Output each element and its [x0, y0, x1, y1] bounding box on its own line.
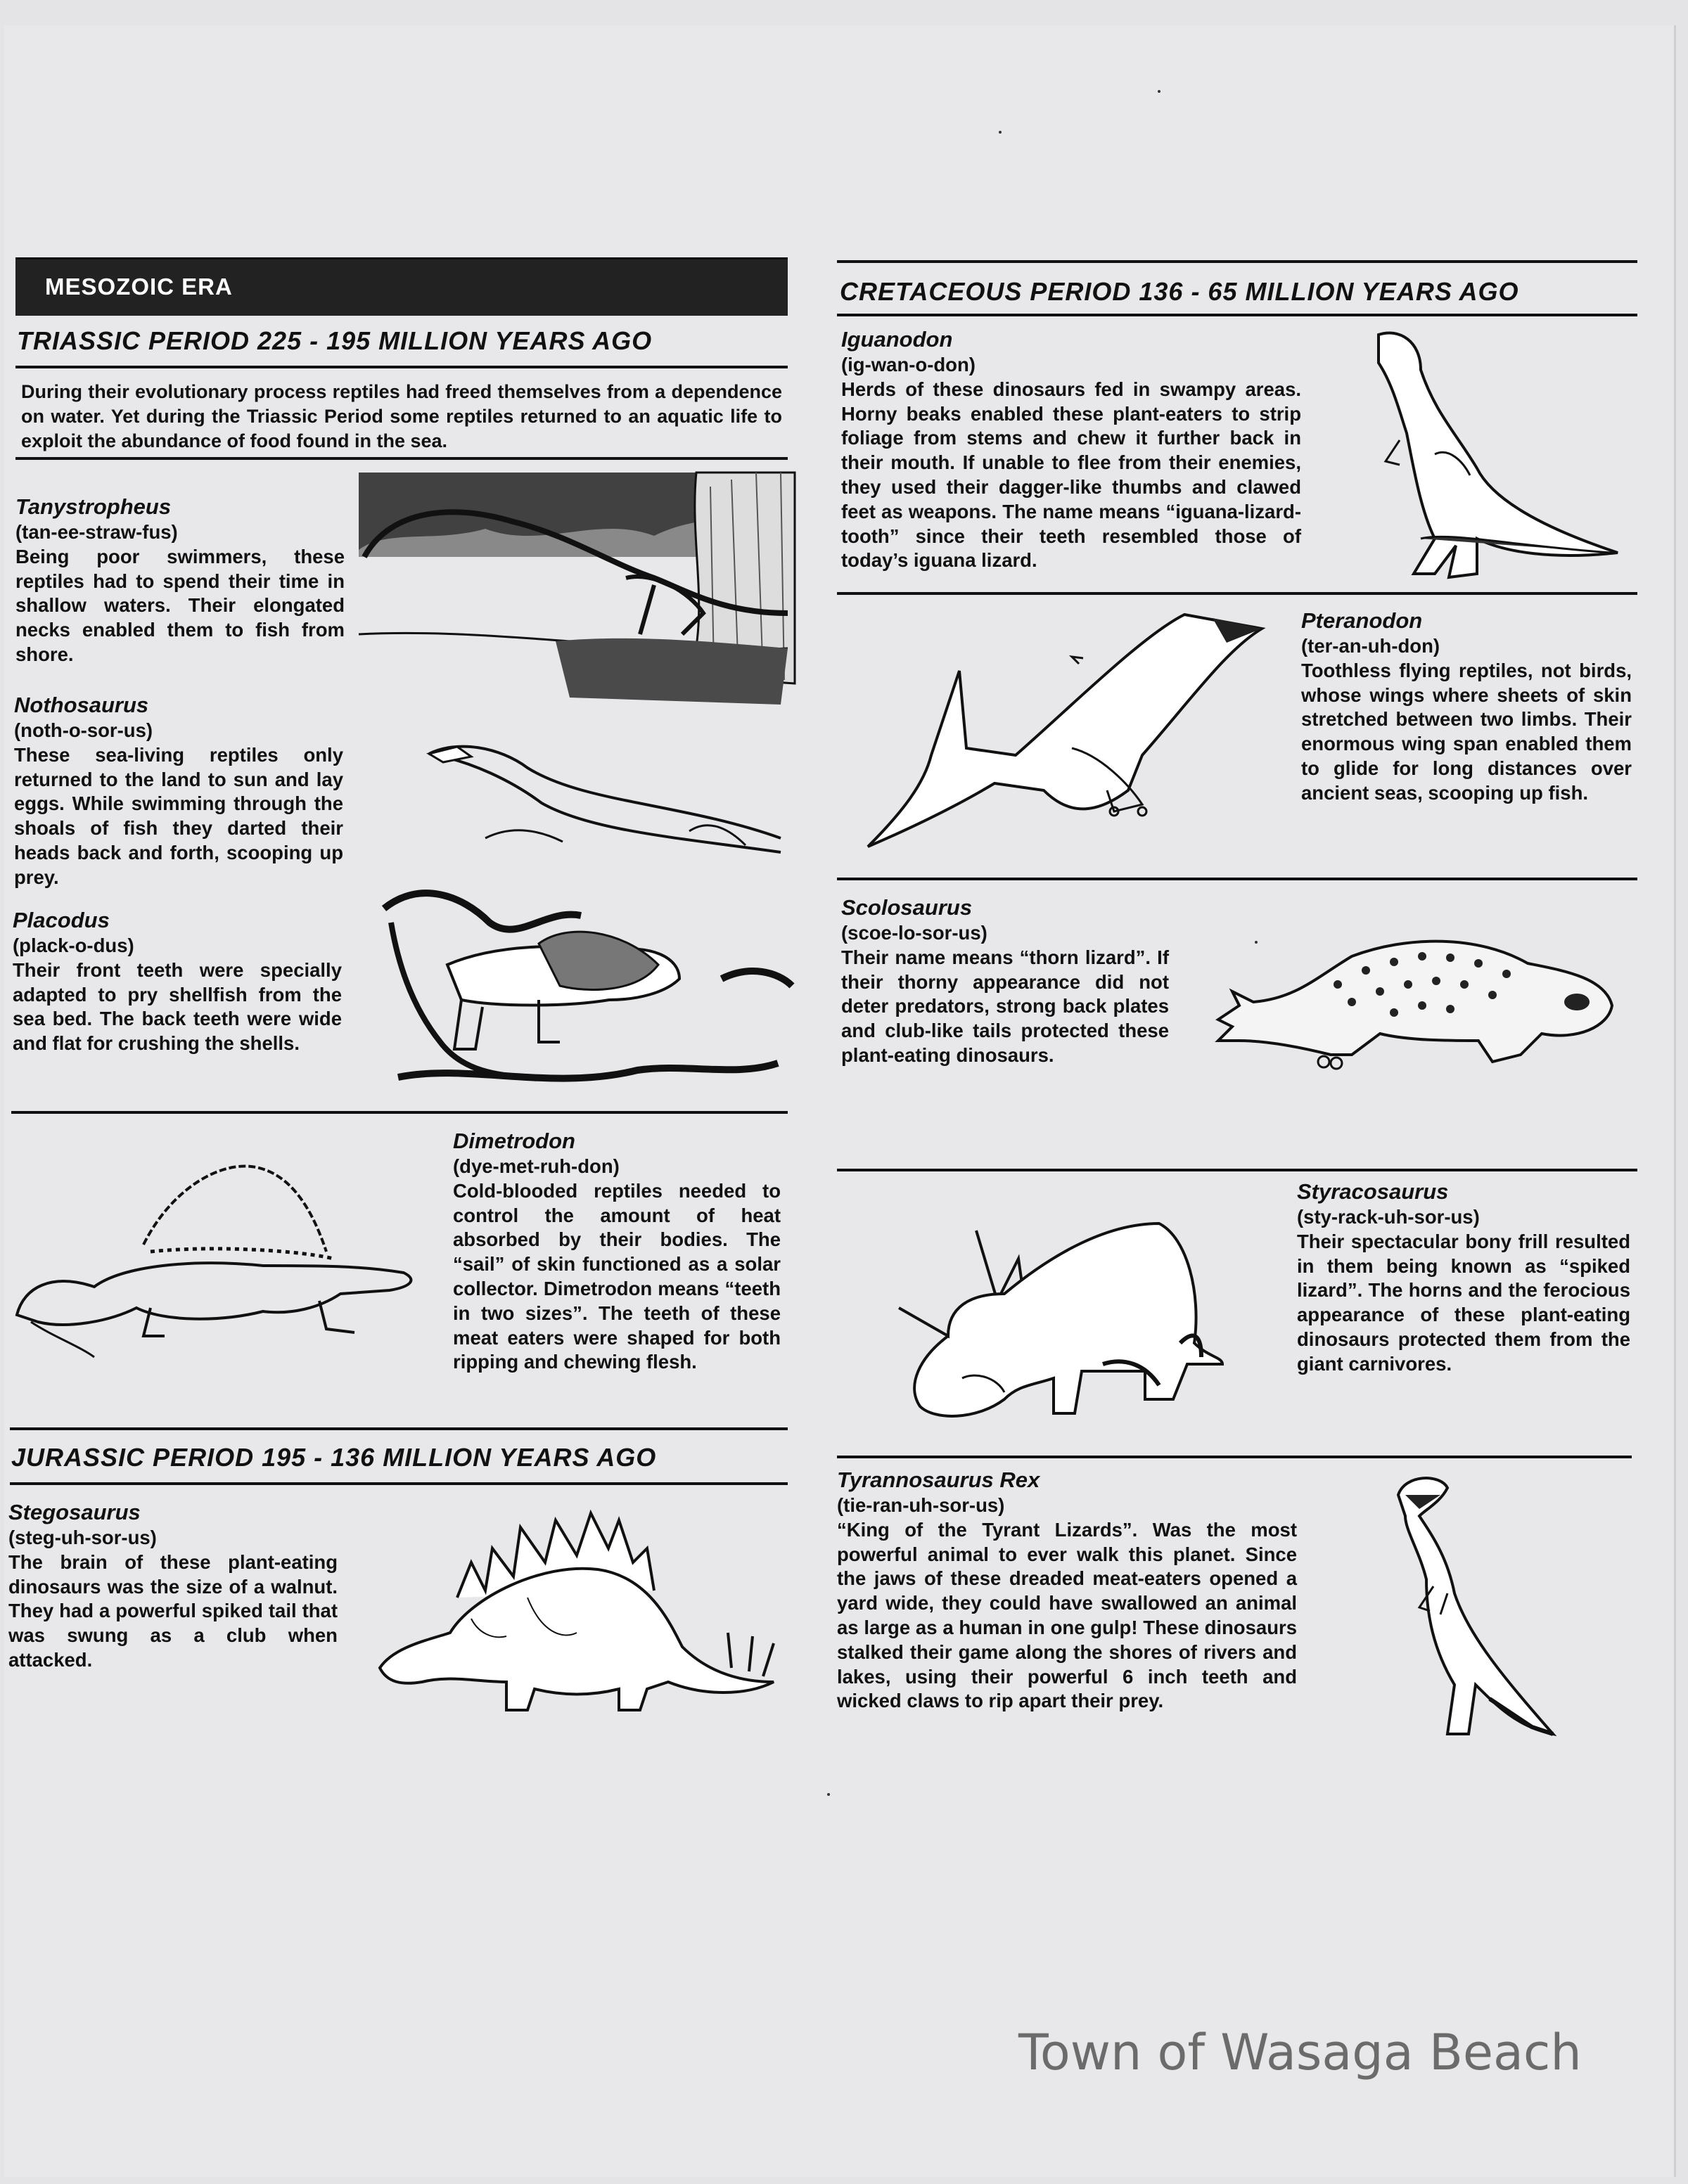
styracosaurus-name: Styracosaurus — [1297, 1179, 1449, 1204]
pteranodon-pronunciation: (ter-an-uh-don) — [1301, 635, 1440, 657]
cretaceous-heading: CRETACEOUS PERIOD 136 - 65 MILLION YEARS AGO — [840, 277, 1519, 306]
stegosaurus-illustration — [366, 1492, 781, 1724]
dimetrodon-name: Dimetrodon — [453, 1129, 575, 1153]
triassic-heading-rule — [15, 366, 788, 368]
era-banner — [15, 259, 788, 316]
nothosaurus-pronunciation: (noth-o-sor-us) — [14, 719, 153, 741]
pteranodon-illustration — [861, 608, 1269, 854]
placodus-pronunciation: (plack-o-dus) — [13, 934, 134, 956]
trex-name: Tyrannosaurus Rex — [837, 1467, 1040, 1492]
trex-entry — [837, 1467, 1297, 1714]
iguanodon-description: Herds of these dinosaurs fed in swampy areas. Horny beaks enabled these plant-eaters to strip foliage from stems and chew it further back in their mouth. If unable to flee from their enemies, they used their dagger-like thumbs and clawed feet as weapons. The name means “iguana-lizard-tooth” since their teeth resembled those of today’s iguana lizard. — [841, 378, 1301, 572]
scan-speck — [827, 1793, 830, 1796]
tyrannosaurus-illustration — [1391, 1474, 1560, 1741]
stegosaurus-description: The brain of these plant-eating dinosaurs was the size of a walnut. They had a powerful spiked tail that was swung as a club when attacked. — [8, 1550, 338, 1671]
tanystropheus-pronunciation: (tan-ee-straw-fus) — [15, 521, 178, 543]
tanystropheus-entry — [15, 494, 345, 667]
styracosaurus-rule — [837, 1456, 1632, 1458]
pteranodon-entry — [1301, 608, 1632, 806]
pteranodon-description: Toothless flying reptiles, not birds, whose wings where sheets of skin stretched between two limbs. Their enormous wing span enabled them to glide for long distances over ancient seas, scooping up fish. — [1301, 659, 1632, 804]
trex-pronunciation: (tie-ran-uh-sor-us) — [837, 1494, 1005, 1516]
nothosaurus-description: These sea-living reptiles only returned to the land to sun and lay eggs. While swimming through the shoals of fish they darted their heads back and forth, scooping up prey. — [14, 743, 343, 888]
cretaceous-heading-rule — [837, 314, 1637, 316]
stegosaurus-name: Stegosaurus — [8, 1500, 141, 1524]
tanystropheus-name: Tanystropheus — [15, 494, 172, 519]
scolosaurus-description: Their name means “thorn lizard”. If their thorny appearance did not deter predators, strong back plates and club-like tails protected these plant-eating dinosaurs. — [841, 946, 1169, 1066]
stegosaurus-entry — [8, 1499, 338, 1673]
placodus-entry — [13, 907, 342, 1056]
triassic-intro: During their evolutionary process reptiles had freed themselves from a dependence on water. Yet during the Triassic Period some reptiles returned to an aquatic life to exploit the abundance of food found in the sea. — [21, 381, 782, 451]
dimetrodon-entry — [453, 1128, 781, 1375]
iguanodon-entry — [841, 326, 1301, 573]
iguanodon-illustration — [1372, 328, 1625, 588]
iguanodon-rule — [837, 592, 1637, 595]
styracosaurus-entry — [1297, 1178, 1630, 1377]
era-title: MESOZOIC ERA — [45, 274, 233, 300]
triassic-heading: TRIASSIC PERIOD 225 - 195 MILLION YEARS AGO — [17, 326, 653, 355]
scolosaurus-name: Scolosaurus — [841, 895, 973, 920]
placodus-name: Placodus — [13, 908, 110, 932]
scolosaurus-entry — [841, 894, 1169, 1068]
scan-speck — [999, 131, 1002, 134]
top-rule-right — [837, 260, 1637, 263]
tanystropheus-nothosaurus-illustration — [359, 473, 795, 866]
jurassic-top-rule — [10, 1427, 788, 1430]
nothosaurus-entry — [14, 692, 343, 890]
tanystropheus-description: Being poor swimmers, these reptiles had to spend their time in shallow waters. Their elongated necks enabled them to fish from shore. — [15, 545, 345, 665]
scolosaurus-rule — [837, 1169, 1637, 1171]
watermark: Town of Wasaga Beach — [1018, 2024, 1582, 2081]
styracosaurus-pronunciation: (sty-rack-uh-sor-us) — [1297, 1206, 1480, 1228]
styracosaurus-description: Their spectacular bony frill resulted in them being known as “spiked lizard”. The horns and the ferocious appearance of these plant-eating dinosaurs protected them from the giant carnivores. — [1297, 1230, 1630, 1375]
jurassic-heading-rule — [10, 1482, 788, 1485]
placodus-description: Their front teeth were specially adapted to pry shellfish from the sea bed. The back teeth were wide and flat for crushing the shells. — [13, 958, 342, 1055]
placodus-rule — [11, 1111, 788, 1114]
iguanodon-pronunciation: (ig-wan-o-don) — [841, 354, 976, 375]
styracosaurus-illustration — [892, 1202, 1222, 1427]
scolosaurus-illustration — [1211, 935, 1619, 1090]
placodus-illustration — [356, 866, 792, 1098]
intro-rule — [15, 457, 788, 460]
scolosaurus-pronunciation: (scoe-lo-sor-us) — [841, 922, 987, 944]
stegosaurus-pronunciation: (steg-uh-sor-us) — [8, 1527, 157, 1548]
trex-description: “King of the Tyrant Lizards”. Was the most powerful animal to ever walk this planet. Since the jaws of these dreaded meat-eaters opened a yard wide, they could have swallowed an animal as large as a human in one gulp! These dinosaurs stalked their game along the shores of rivers and lakes, using their powerful 6 inch teeth and wicked claws to rip apart their prey. — [837, 1518, 1297, 1712]
nothosaurus-name: Nothosaurus — [14, 693, 149, 717]
scan-speck — [1158, 90, 1160, 93]
iguanodon-name: Iguanodon — [841, 327, 953, 352]
jurassic-heading: JURASSIC PERIOD 195 - 136 MILLION YEARS AGO — [11, 1443, 657, 1472]
dimetrodon-pronunciation: (dye-met-ruh-don) — [453, 1155, 620, 1177]
pteranodon-rule — [837, 878, 1637, 880]
pteranodon-name: Pteranodon — [1301, 608, 1423, 633]
dimetrodon-description: Cold-blooded reptiles needed to control the amount of heat absorbed by their bodies. The “sail” of skin functioned as a solar collector. Dimetrodon means “teeth in two sizes”. The teeth of these meat eaters were shaped for both ripping and chewing flesh. — [453, 1179, 781, 1373]
dimetrodon-illustration — [10, 1146, 432, 1371]
